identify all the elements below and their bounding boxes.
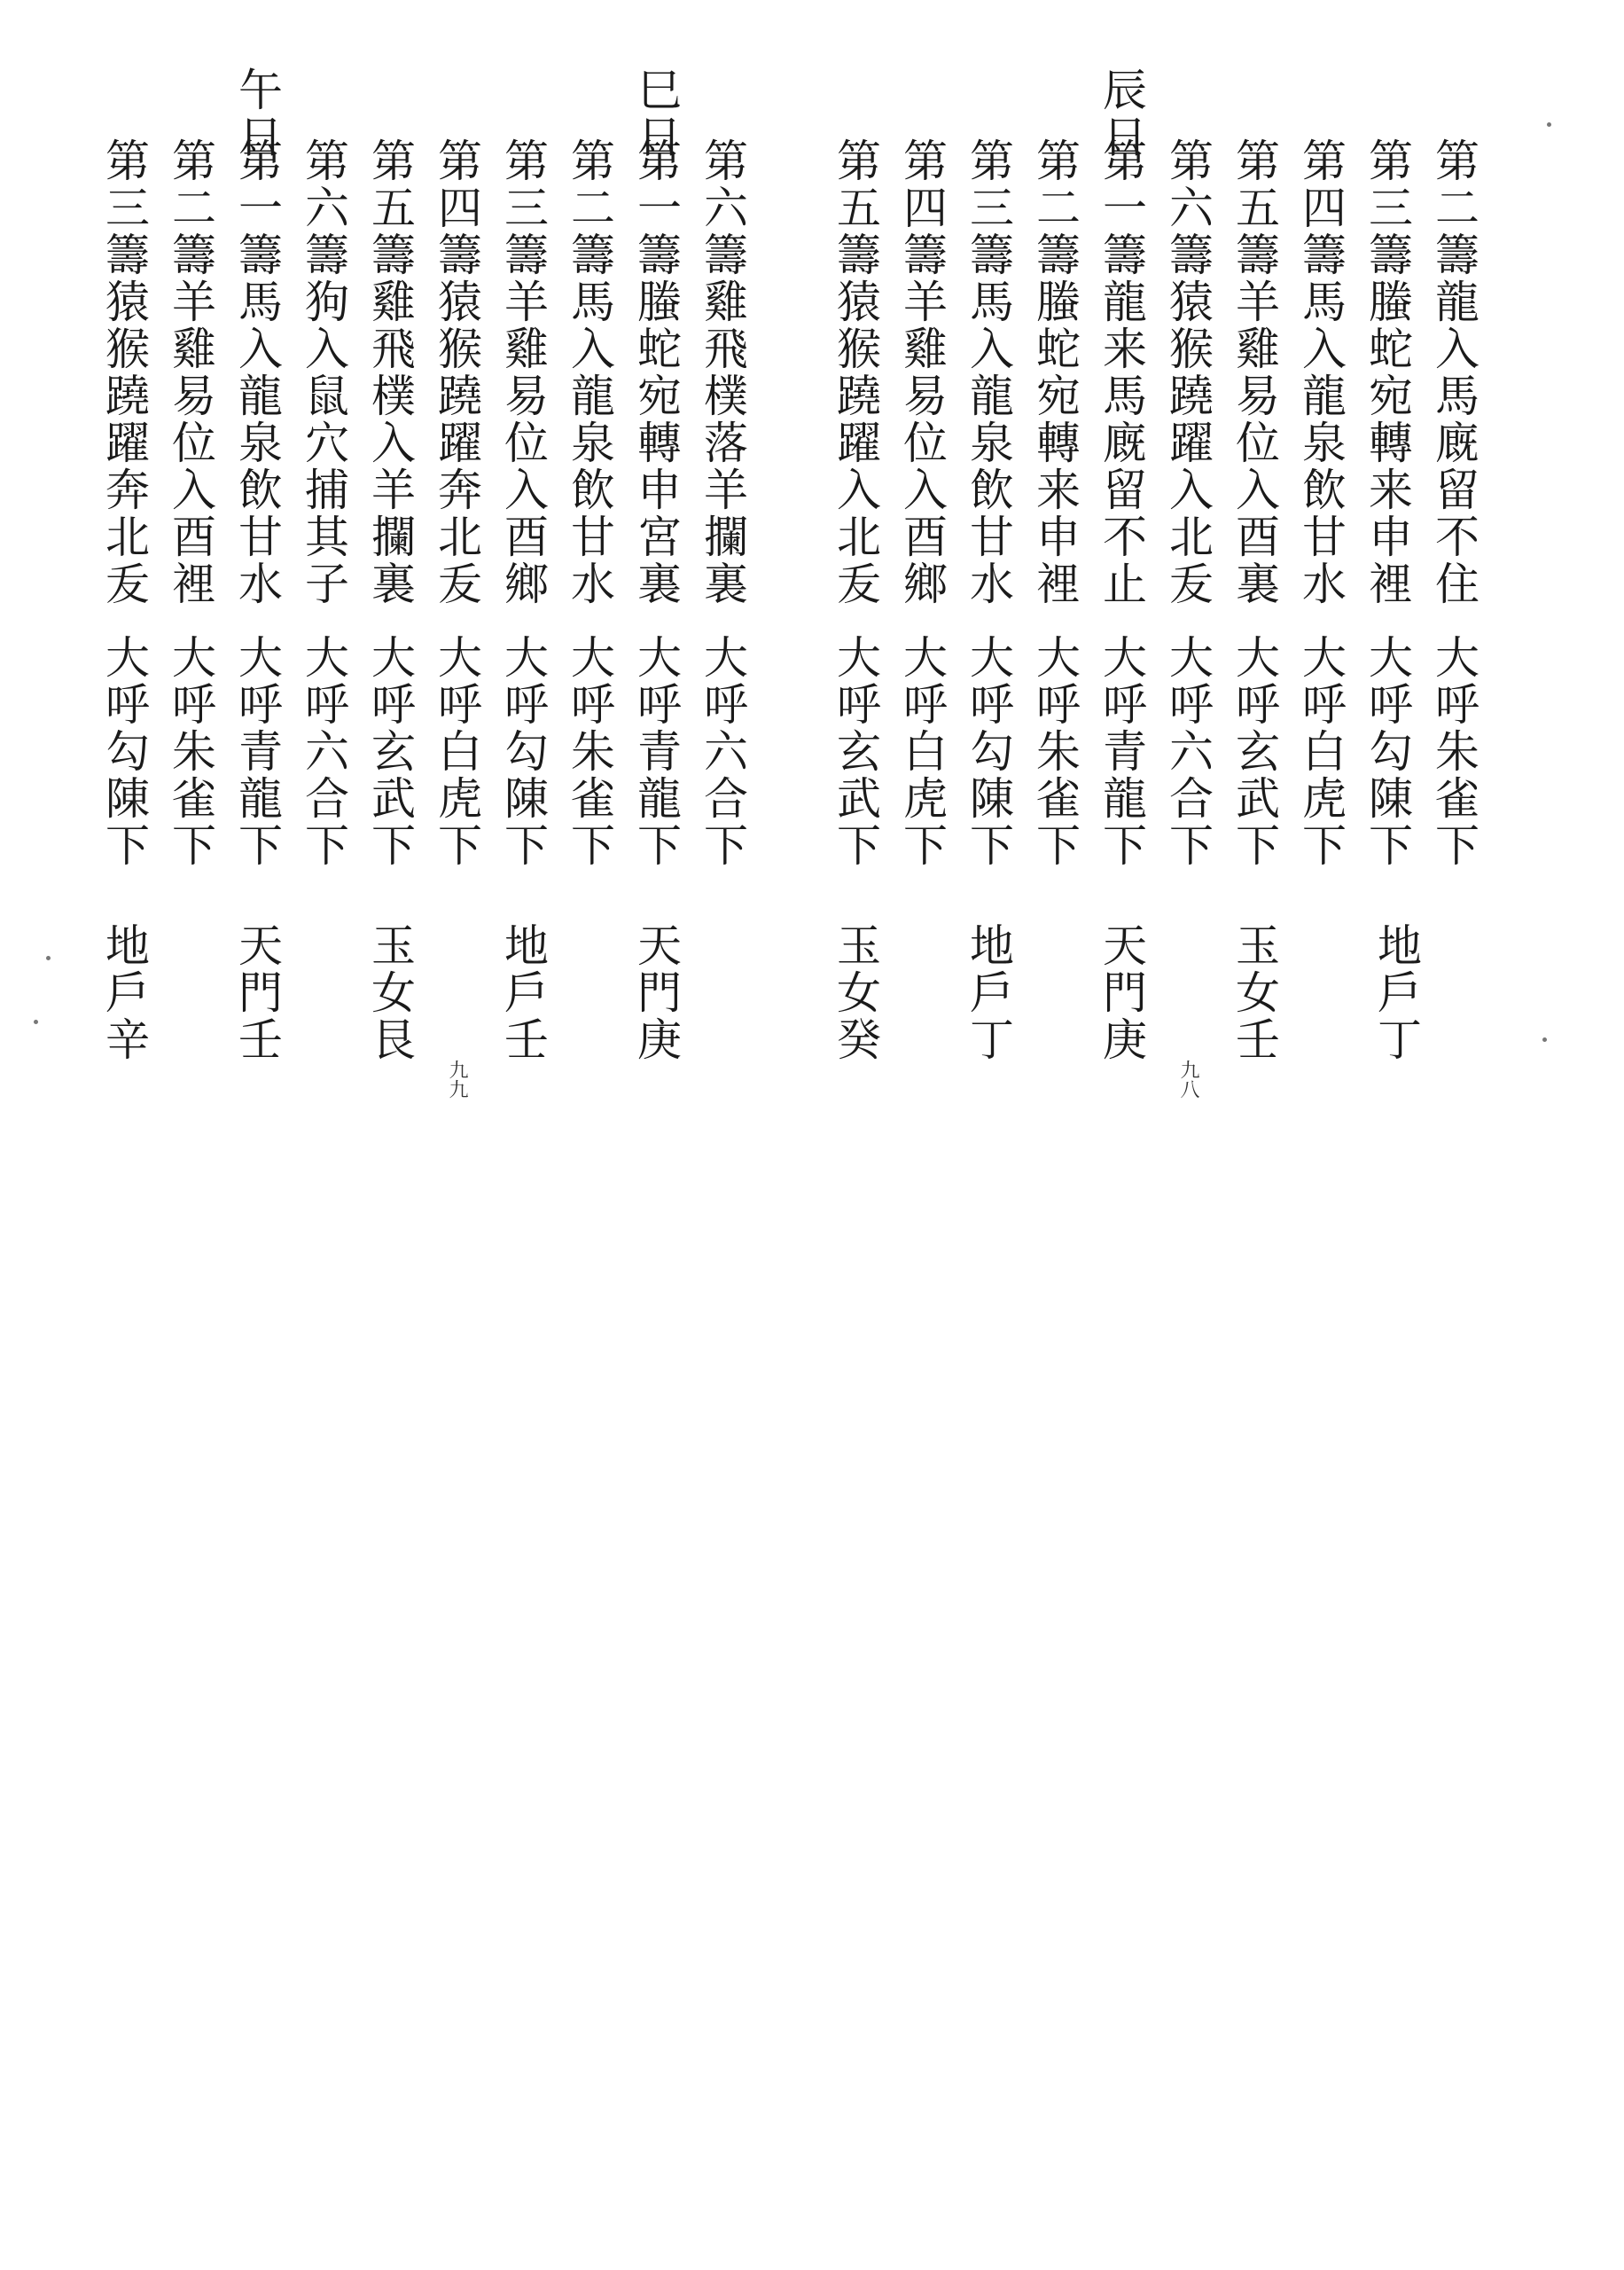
gate-label: 天門庚 [1096,922,1147,1063]
prophecy-line: 第二籌螣蛇宛轉来申裡 [1029,137,1081,607]
call-line: 大呼青龍下 [231,634,283,869]
gate-label: 玉女壬 [1229,922,1280,1063]
prophecy-line: 第四籌馬入龍泉飲甘水 [1295,137,1347,607]
gate-label: 地戶辛 [98,922,150,1063]
call-line: 大呼朱雀下 [564,634,615,869]
prophecy-line: 第三籌猿猴蹺躍奔北叐 [98,137,150,607]
prophecy-line: 第四籌猿猴蹺躍奔北叐 [431,137,482,607]
call-line: 大呼朱雀下 [165,634,216,869]
scan-speck [1542,1037,1547,1042]
call-line: 大呼六合下 [697,634,748,869]
prophecy-line: 第三籌螣蛇宛轉来申裡 [1362,137,1413,607]
prophecy-line: 第一籌馬入龍泉飲甘水 [231,137,283,607]
call-line: 大呼勾陳下 [98,634,150,869]
call-line: 大呼朱雀下 [1428,634,1480,869]
prophecy-line: 第三籌羊雞易位入酉鄉 [497,137,549,607]
call-line: 大呼玄武下 [364,634,416,869]
call-line: 大呼青龍下 [1096,634,1147,869]
page-number: 九九 [446,1060,468,1099]
gate-label: 地戶丁 [963,922,1014,1063]
prophecy-line: 第二籌羊雞易位入酉裡 [165,137,216,607]
prophecy-line: 第四籌羊雞易位入酉鄉 [896,137,948,607]
gate-label: 地戶壬 [497,922,549,1063]
call-line: 大呼朱雀下 [1029,634,1081,869]
prophecy-line: 第二籌龍入馬廐留不住 [1428,137,1480,607]
page-number: 九八 [1177,1060,1199,1099]
section-heading-si: 巳日 [630,67,682,160]
call-line: 大呼白虎下 [896,634,948,869]
gate-label: 玉女癸 [830,922,881,1063]
gate-label: 天門壬 [231,922,283,1063]
call-line: 大呼青龍下 [630,634,682,869]
gate-label: 玉女艮 [364,922,416,1063]
prophecy-line: 第一籌龍来馬廐留不止 [1096,137,1147,607]
prophecy-line: 第六籌狗入鼠穴捕其子 [298,137,349,607]
scan-speck [34,1020,38,1024]
scan-speck [46,956,51,960]
scan-speck [1547,122,1551,127]
section-heading-wu: 午日 [231,67,283,160]
prophecy-line: 第五籌猿猴蹺躍入北叐 [830,137,881,607]
call-line: 大呼玄武下 [1229,634,1280,869]
section-heading-chen: 辰日 [1096,67,1147,160]
gate-label: 天門庚 [630,922,682,1063]
prophecy-line: 第五籌羊雞易位入酉裏 [1229,137,1280,607]
prophecy-line: 第三籌馬入龍泉飲甘水 [963,137,1014,607]
gate-label: 地戶丁 [1370,922,1422,1063]
call-line: 大呼玄武下 [830,634,881,869]
prophecy-line: 第六籌雞飛樸落羊攔裏 [697,137,748,607]
call-line: 大呼白虎下 [431,634,482,869]
prophecy-line: 第二籌馬入龍泉飲甘水 [564,137,615,607]
prophecy-line: 第五籌雞飛樸入羊攔裏 [364,137,416,607]
prophecy-line: 第一籌螣蛇宛轉申宮裏 [630,137,682,607]
prophecy-line: 第六籌猿猴蹺躍入北叐 [1162,137,1214,607]
call-line: 大呼六合下 [1162,634,1214,869]
call-line: 大呼勾陳下 [963,634,1014,869]
call-line: 大呼白虎下 [1295,634,1347,869]
call-line: 大呼勾陳下 [497,634,549,869]
call-line: 大呼勾陳下 [1362,634,1413,869]
call-line: 大呼六合下 [298,634,349,869]
